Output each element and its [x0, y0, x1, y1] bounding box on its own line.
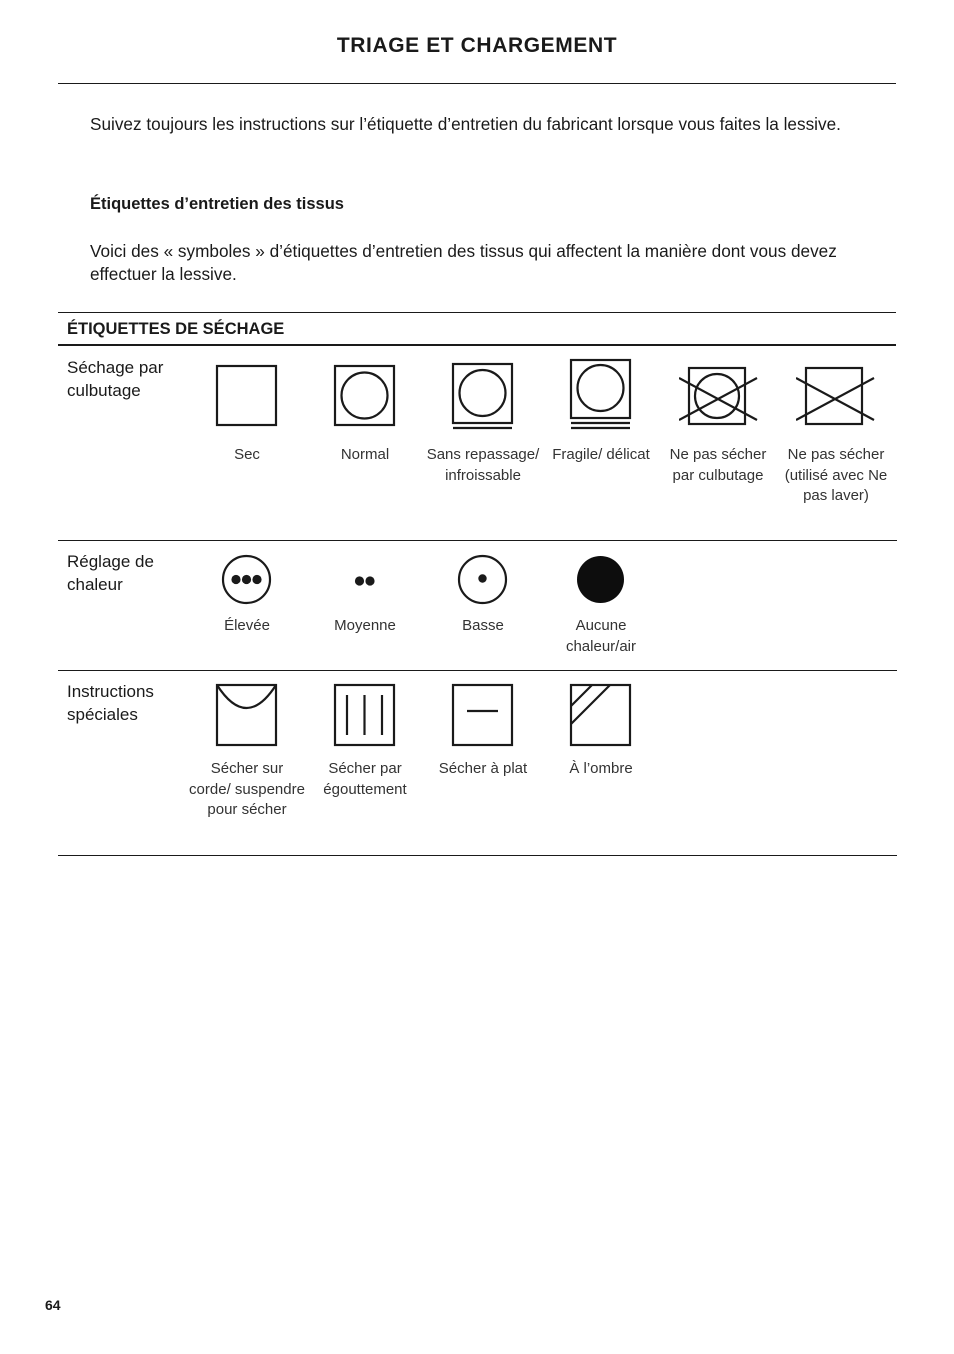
- row-label-special-instructions: Instructions spéciales: [67, 682, 154, 724]
- dry-flat-icon: [443, 675, 523, 755]
- three-dots-circle-icon: [207, 540, 287, 620]
- row-divider: [58, 670, 897, 671]
- caption-ombre: À l’ombre: [569, 760, 633, 777]
- two-dots-icon: [325, 540, 405, 620]
- filled-circle-icon: [561, 540, 641, 620]
- caption-ne-pas-secher-culbutage: Ne pas sécher par culbutage: [669, 446, 767, 484]
- one-dot-circle-icon: [443, 540, 523, 620]
- line-dry-icon: [207, 675, 287, 755]
- circle-in-square-one-bar-icon: [443, 356, 523, 436]
- caption-secher-corde: Sécher sur corde/ suspendre pour sécher: [189, 760, 305, 818]
- section-subheading: Étiquettes d’entretien des tissus: [90, 195, 344, 213]
- circle-in-square-icon: [325, 356, 405, 436]
- crossed-circle-in-square-icon: [679, 356, 759, 436]
- drip-dry-icon: [325, 675, 405, 755]
- row-label-tumble-dry: Séchage par culbutage: [67, 358, 164, 400]
- caption-sec: Sec: [234, 446, 260, 463]
- caption-moyenne: Moyenne: [334, 617, 396, 634]
- table-bottom-rule: [58, 855, 897, 856]
- caption-sans-repassage: Sans repassage/ infroissable: [426, 446, 540, 484]
- header-divider: [58, 83, 896, 84]
- caption-normal: Normal: [340, 446, 390, 463]
- square-icon: [207, 356, 287, 436]
- table-heading-rule: [58, 344, 896, 346]
- caption-basse: Basse: [462, 617, 504, 634]
- caption-secher-egouttement: Sécher par égouttement: [323, 760, 407, 798]
- symbols-paragraph: Voici des « symboles » d’étiquettes d’entretien des tissus qui affectent la manière dont vous devez effectuer la lessive.: [90, 241, 837, 284]
- caption-secher-plat: Sécher à plat: [438, 760, 528, 777]
- caption-fragile: Fragile/ délicat: [552, 446, 650, 463]
- crossed-square-icon: [796, 356, 876, 436]
- intro-paragraph: Suivez toujours les instructions sur l’étiquette d’entretien du fabricant lorsque vous faites la lessive.: [90, 114, 841, 134]
- circle-in-square-two-bars-icon: [561, 356, 641, 436]
- dry-in-shade-icon: [561, 675, 641, 755]
- row-label-heat-setting: Réglage de chaleur: [67, 552, 154, 594]
- caption-aucune-chaleur: Aucune chaleur/air: [565, 617, 637, 655]
- caption-ne-pas-secher: Ne pas sécher (utilisé avec Ne pas laver): [784, 446, 888, 504]
- table-top-rule: [58, 312, 896, 313]
- page-title: TRIAGE ET CHARGEMENT: [336, 34, 618, 57]
- caption-elevee: Élevée: [224, 617, 270, 634]
- table-heading: ÉTIQUETTES DE SÉCHAGE: [67, 320, 285, 338]
- page-number: 64: [45, 1297, 61, 1313]
